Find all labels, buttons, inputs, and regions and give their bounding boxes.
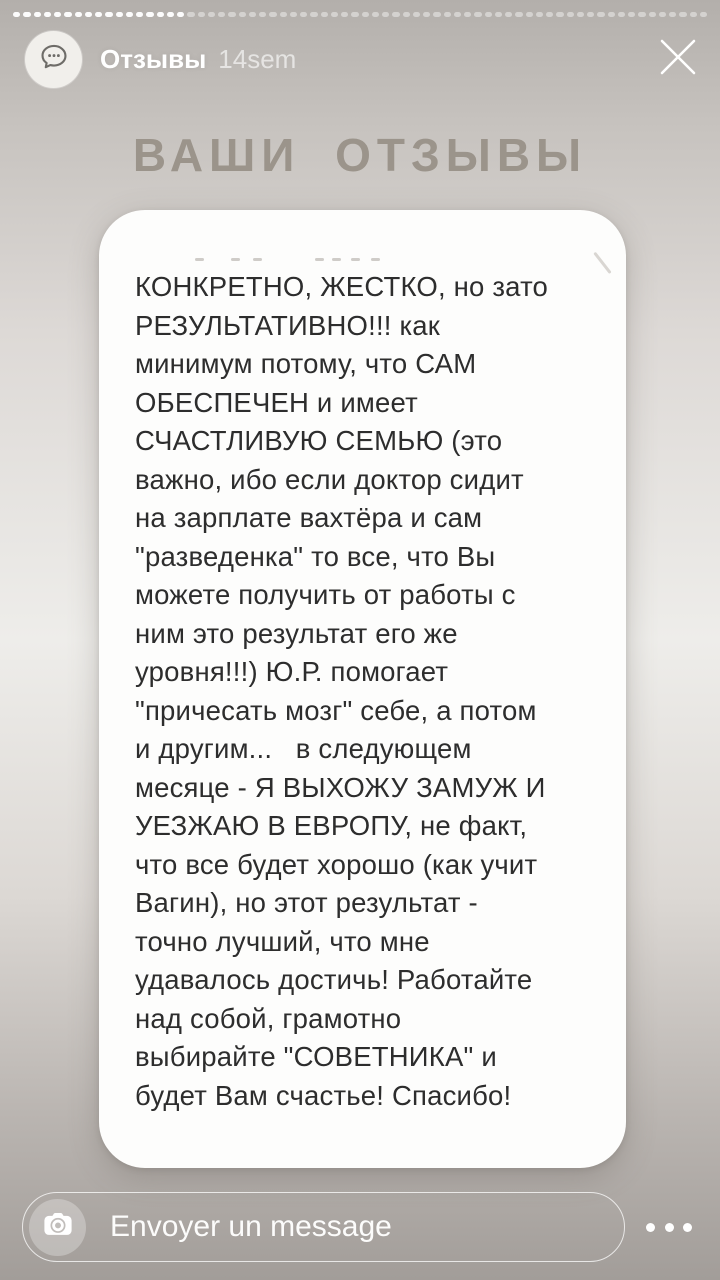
review-line: над собой, грамотно: [135, 1002, 402, 1034]
review-line: важно, ибо если доктор сидит: [135, 463, 524, 495]
progress-segment: [679, 12, 686, 17]
close-icon: [658, 37, 698, 82]
progress-segment: [228, 12, 235, 17]
review-text: [99, 210, 626, 1115]
progress-segment: [362, 12, 369, 17]
story-username[interactable]: Отзывы: [100, 43, 207, 74]
progress-segment: [526, 12, 533, 17]
progress-segment: [485, 12, 492, 17]
review-line: месяце - Я ВЫХОЖУ ЗАМУЖ И: [135, 771, 546, 803]
progress-segment: [95, 12, 102, 17]
camera-icon: [41, 1208, 75, 1247]
progress-segment: [249, 12, 256, 17]
progress-segment: [13, 12, 20, 17]
story-header: [25, 30, 700, 88]
review-line: на зарплате вахтёра и сам: [135, 502, 483, 533]
close-button[interactable]: [656, 37, 700, 81]
more-options-button[interactable]: [646, 1215, 692, 1239]
ellipsis-icon: [646, 1223, 655, 1232]
review-line: ОБЕСПЕЧЕН и имеет: [135, 386, 418, 418]
progress-segment: [23, 12, 30, 17]
progress-segment: [341, 12, 348, 17]
progress-segment: [669, 12, 676, 17]
progress-segment: [64, 12, 71, 17]
review-line: ним это результат его же: [135, 617, 458, 649]
ellipsis-icon: [683, 1223, 692, 1232]
review-line: УЕЗЖАЮ В ЕВРОПУ, не факт,: [135, 810, 528, 841]
avatar[interactable]: [25, 31, 82, 88]
progress-segment: [177, 12, 184, 17]
progress-segment: [208, 12, 215, 17]
progress-segment: [372, 12, 379, 17]
progress-segment: [382, 12, 389, 17]
message-input[interactable]: [22, 1192, 625, 1262]
review-line: уровня!!!) Ю.Р. помогает: [135, 656, 449, 687]
review-line: "причесать мозг" себе, а потом: [135, 694, 537, 726]
story-progress-bar: [13, 12, 707, 17]
review-line: можете получить от работы с: [135, 579, 516, 610]
progress-segment: [321, 12, 328, 17]
progress-segment: [587, 12, 594, 17]
progress-segment: [300, 12, 307, 17]
progress-segment: [413, 12, 420, 17]
progress-segment: [628, 12, 635, 17]
review-line: что все будет хорошо (как учит: [135, 848, 538, 880]
progress-segment: [597, 12, 604, 17]
progress-segment: [423, 12, 430, 17]
progress-segment: [577, 12, 584, 17]
progress-segment: [136, 12, 143, 17]
review-line: КОНКРЕТНО, ЖЕСТКО, но зато: [135, 271, 549, 302]
progress-segment: [290, 12, 297, 17]
page-title: ВАШИ ОТЗЫВЫ: [132, 129, 588, 181]
progress-segment: [567, 12, 574, 17]
review-line: и другим... в следующем: [135, 733, 472, 764]
progress-segment: [638, 12, 645, 17]
review-line: точно лучший, что мне: [135, 925, 430, 957]
progress-segment: [444, 12, 451, 17]
ellipsis-icon: [665, 1223, 674, 1232]
progress-segment: [618, 12, 625, 17]
progress-segment: [608, 12, 615, 17]
review-line: Вагин), но этот результат -: [135, 887, 478, 918]
progress-segment: [259, 12, 266, 17]
camera-button[interactable]: [29, 1199, 86, 1256]
progress-segment: [54, 12, 61, 17]
progress-segment: [433, 12, 440, 17]
progress-segment: [146, 12, 153, 17]
review-line: "разведенка" то все, что Вы: [135, 540, 496, 572]
progress-segment: [690, 12, 697, 17]
progress-segment: [351, 12, 358, 17]
progress-segment: [280, 12, 287, 17]
progress-segment: [700, 12, 707, 17]
progress-segment: [198, 12, 205, 17]
progress-segment: [495, 12, 502, 17]
progress-segment: [126, 12, 133, 17]
review-line: будет Вам счастье! Спасибо!: [135, 1079, 512, 1111]
progress-segment: [649, 12, 656, 17]
progress-segment: [105, 12, 112, 17]
progress-segment: [505, 12, 512, 17]
progress-segment: [546, 12, 553, 17]
story-timestamp: 14sem: [218, 43, 297, 74]
progress-segment: [85, 12, 92, 17]
crop-artifacts: [99, 256, 626, 266]
progress-segment: [536, 12, 543, 17]
review-line: удавалось достичь! Работайте: [135, 964, 533, 995]
progress-segment: [310, 12, 317, 17]
review-line: минимум потому, что САМ: [135, 348, 477, 379]
progress-segment: [515, 12, 522, 17]
progress-segment: [331, 12, 338, 17]
progress-segment: [474, 12, 481, 17]
progress-segment: [392, 12, 399, 17]
progress-segment: [187, 12, 194, 17]
message-placeholder: Envoyer un message: [110, 1210, 392, 1243]
progress-segment: [116, 12, 123, 17]
review-card: [99, 210, 626, 1168]
progress-segment: [167, 12, 174, 17]
progress-segment: [218, 12, 225, 17]
progress-segment: [239, 12, 246, 17]
progress-segment: [269, 12, 276, 17]
progress-segment: [464, 12, 471, 17]
progress-segment: [403, 12, 410, 17]
progress-segment: [44, 12, 51, 17]
review-line: выбирайте "СОВЕТНИКА" и: [135, 1041, 497, 1072]
review-line: РЕЗУЛЬТАТИВНО!!! как: [135, 309, 441, 341]
chat-bubble-icon: [37, 40, 71, 79]
progress-segment: [659, 12, 666, 17]
progress-segment: [157, 12, 164, 17]
progress-segment: [34, 12, 41, 17]
progress-segment: [75, 12, 82, 17]
review-line: СЧАСТЛИВУЮ СЕМЬЮ (это: [135, 425, 503, 456]
progress-segment: [454, 12, 461, 17]
progress-segment: [556, 12, 563, 17]
